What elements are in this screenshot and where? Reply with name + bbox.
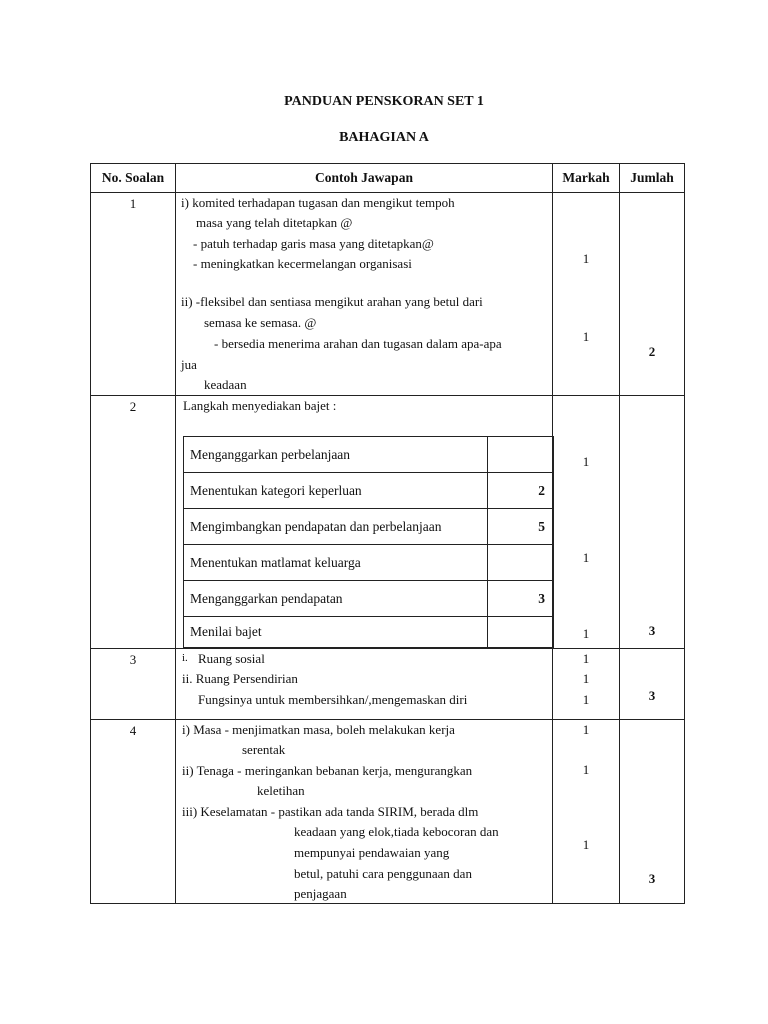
answer-line: - meningkatkan kecermelangan organisasi <box>193 256 412 271</box>
answer-line: mempunyai pendawaian yang <box>294 845 450 860</box>
budget-steps-table <box>183 436 554 648</box>
list-item <box>184 545 554 581</box>
table-row <box>91 720 685 904</box>
mark-value: 1 <box>582 671 590 686</box>
answer-line: keletihan <box>257 783 305 798</box>
header-marks: Markah <box>553 164 620 193</box>
section-title: BAHAGIAN A <box>339 130 429 145</box>
total-value: 3 <box>648 871 656 886</box>
marks-cell <box>553 193 620 396</box>
list-item <box>184 509 554 545</box>
mark-value: 1 <box>582 837 590 852</box>
answer-line: - bersedia menerima arahan dan tugasan dalam apa-apa <box>214 336 502 351</box>
marks-cell <box>553 649 620 720</box>
step-label: Mengimbangkan pendapatan dan perbelanjaan <box>184 509 488 545</box>
question-number: 1 <box>129 196 137 211</box>
answer-line: iii) Keselamatan - pastikan ada tanda SIRIM, berada dlm <box>182 804 479 819</box>
total-cell <box>620 720 685 904</box>
table-row <box>91 396 685 649</box>
mark-value: 1 <box>582 251 590 266</box>
mark-value: 1 <box>582 329 590 344</box>
answer-line: keadaan yang elok,tiada kebocoran dan <box>294 824 499 839</box>
answer-line: serentak <box>242 742 286 757</box>
answer-line: ii. Ruang Persendirian <box>182 671 298 686</box>
header-total: Jumlah <box>620 164 685 193</box>
step-label: Menentukan kategori keperluan <box>184 473 488 509</box>
answer-line: betul, patuhi cara penggunaan dan <box>294 866 472 881</box>
step-order: 2 <box>488 473 554 509</box>
question-number-cell <box>91 396 176 649</box>
step-order: 5 <box>488 509 554 545</box>
mark-value: 1 <box>582 454 590 469</box>
table-row <box>91 193 685 396</box>
marks-cell <box>553 396 620 649</box>
list-item <box>184 581 554 617</box>
mark-value: 1 <box>582 550 590 565</box>
step-order: 3 <box>488 581 554 617</box>
mark-value: 1 <box>582 626 590 641</box>
answer-line: masa yang telah ditetapkan @ <box>196 215 353 230</box>
step-order <box>488 437 554 473</box>
step-label: Menganggarkan pendapatan <box>184 581 488 617</box>
mark-value: 1 <box>582 762 590 777</box>
question-number-cell <box>91 649 176 720</box>
answer-cell <box>176 720 553 904</box>
mark-value: 1 <box>582 651 590 666</box>
answer-line: - patuh terhadap garis masa yang ditetapkan@ <box>193 236 434 251</box>
step-label: Menilai bajet <box>184 617 488 648</box>
answer-cell <box>176 193 553 396</box>
answer-line: i) komited terhadapan tugasan dan mengikut tempoh <box>181 195 455 210</box>
answer-line-marker: i. <box>182 652 188 664</box>
total-value: 3 <box>648 688 656 703</box>
table-row <box>91 649 685 720</box>
table-header-row <box>91 164 685 193</box>
step-label: Menentukan matlamat keluarga <box>184 545 488 581</box>
step-label: Menganggarkan perbelanjaan <box>184 437 488 473</box>
answer-line: Ruang sosial <box>198 651 265 666</box>
mark-value: 1 <box>582 722 590 737</box>
answer-line: keadaan <box>204 377 247 392</box>
list-item <box>184 617 554 648</box>
answer-line: jua <box>181 357 197 372</box>
answer-line: Fungsinya untuk membersihkan/,mengemaskan diri <box>198 692 468 707</box>
mark-value: 1 <box>582 692 590 707</box>
list-item <box>184 473 554 509</box>
answer-cell <box>176 396 553 649</box>
question-number-cell <box>91 720 176 904</box>
list-item <box>184 437 554 473</box>
scoring-table <box>90 163 685 904</box>
answer-line: ii) -fleksibel dan sentiasa mengikut arahan yang betul dari <box>181 294 483 309</box>
header-question-number: No. Soalan <box>91 164 176 193</box>
answer-intro: Langkah menyediakan bajet : <box>183 398 337 413</box>
total-value: 2 <box>648 344 656 359</box>
document-title: PANDUAN PENSKORAN SET 1 <box>284 94 484 109</box>
question-number: 2 <box>129 399 137 414</box>
header-sample-answer: Contoh Jawapan <box>176 164 553 193</box>
question-number: 3 <box>129 652 137 667</box>
step-order <box>488 617 554 648</box>
total-value: 3 <box>648 623 656 638</box>
total-cell <box>620 193 685 396</box>
total-cell <box>620 396 685 649</box>
step-order <box>488 545 554 581</box>
question-number: 4 <box>129 723 137 738</box>
question-number-cell <box>91 193 176 396</box>
total-cell <box>620 649 685 720</box>
answer-line: ii) Tenaga - meringankan bebanan kerja, mengurangkan <box>182 763 473 778</box>
answer-line: semasa ke semasa. @ <box>204 315 317 330</box>
answer-line: i) Masa - menjimatkan masa, boleh melakukan kerja <box>182 722 455 737</box>
marks-cell <box>553 720 620 904</box>
answer-cell <box>176 649 553 720</box>
answer-line: penjagaan <box>294 886 347 901</box>
